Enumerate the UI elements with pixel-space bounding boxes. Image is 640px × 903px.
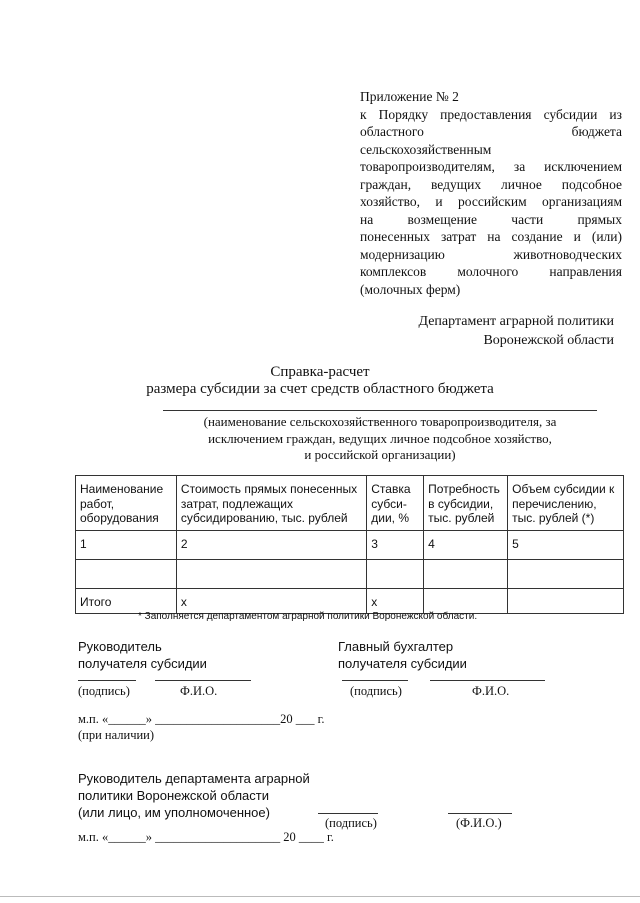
total-cell: х [176, 589, 366, 614]
header-cell: Потребность в субсидии, тыс. рублей [424, 476, 508, 531]
appendix-line: комплексов молочного направления [360, 264, 622, 279]
accountant-signature-block [338, 638, 467, 672]
department-addressee [330, 312, 614, 350]
appendix-line: хозяйство, и российским организациям [360, 194, 622, 209]
appendix-line: сельскохозяйственным [360, 141, 492, 157]
document-subtitle: размера субсидии за счет средств областного бюджета [146, 381, 494, 397]
table-cell[interactable] [508, 560, 624, 589]
stamp-date-line: м.п. «______» ____________________20 ___ г. [78, 712, 325, 726]
dept-signature-line[interactable] [318, 813, 378, 814]
dept-fio-line[interactable] [448, 813, 512, 814]
recipient-name-line [163, 410, 597, 411]
number-cell: 3 [367, 531, 424, 560]
dept-signature-label: (подпись) [325, 816, 377, 830]
appendix-line: товаропроизводителям, за исключением [360, 159, 622, 174]
table-cell[interactable] [76, 560, 177, 589]
recipient-note-line-2: исключением граждан, ведущих личное подсобное хозяйство, [208, 430, 552, 446]
head-fio-label: Ф.И.О. [180, 684, 218, 698]
table-header-row [76, 476, 624, 531]
dept-stamp-date-line: м.п. «______» ____________________ 20 ____ г. [78, 830, 334, 844]
table-cell[interactable] [176, 560, 366, 589]
appendix-line: Приложение № 2 [360, 89, 459, 104]
dept-head-line-2: политики Воронежской области [78, 788, 269, 803]
number-cell: 4 [424, 531, 508, 560]
number-cell: 5 [508, 531, 624, 560]
table-row [76, 560, 624, 589]
department-line-2: Воронежской области [483, 333, 614, 348]
accountant-fio-label: Ф.И.О. [472, 684, 510, 698]
recipient-note-line-3: и российской организации) [304, 447, 456, 462]
header-cell: Ставка субси-дии, % [367, 476, 424, 531]
appendix-line: модернизацию животноводческих [360, 246, 622, 262]
head-signature-block [78, 638, 207, 672]
accountant-fio-line[interactable] [430, 680, 545, 681]
accountant-signature-label: (подпись) [350, 684, 402, 698]
document-title: Справка-расчет [270, 364, 370, 380]
dept-head-line-1: Руководитель департамента аграрной [78, 771, 310, 786]
dept-fio-label: (Ф.И.О.) [456, 816, 502, 830]
page-bottom-divider [0, 896, 640, 897]
head-title-line-1: Руководитель [78, 639, 162, 654]
table-cell[interactable] [424, 560, 508, 589]
dept-head-block [78, 770, 310, 821]
table-number-row [76, 531, 624, 560]
appendix-line: к Порядку предоставления субсидии из [360, 106, 622, 122]
footnote: * Заполняется департаментом аграрной политики Воронежской области. [138, 611, 478, 622]
table-total-row [76, 589, 624, 614]
head-signature-label: (подпись) [78, 684, 130, 698]
stamp-note: (при наличии) [78, 728, 155, 742]
department-line-1: Департамент аграрной политики [418, 314, 614, 329]
total-cell[interactable] [424, 589, 508, 614]
recipient-note-line-1: (наименование сельскохозяйственного товаропроизводителя, за [203, 414, 557, 429]
dept-head-line-3: (или лицо, им уполномоченное) [78, 805, 270, 820]
appendix-line: на возмещение части прямых [360, 211, 622, 227]
total-cell: х [367, 589, 424, 614]
appendix-line: граждан, ведущих личное подсобное [360, 176, 622, 192]
accountant-title-line-1: Главный бухгалтер [338, 639, 454, 654]
number-cell: 1 [76, 531, 177, 560]
appendix-line: (молочных ферм) [360, 281, 461, 297]
total-cell[interactable] [508, 589, 624, 614]
head-title-line-2: получателя субсидии [78, 656, 207, 671]
number-cell: 2 [176, 531, 366, 560]
subsidy-calculation-table [75, 475, 624, 614]
header-cell: Объем субсидии к перечислению, тыс. рублей (*) [508, 476, 624, 531]
head-signature-line[interactable] [78, 680, 136, 681]
header-cell: Наименование работ, оборудования [76, 476, 177, 531]
total-label: Итого [76, 589, 177, 614]
accountant-signature-line[interactable] [342, 680, 408, 681]
accountant-title-line-2: получателя субсидии [338, 656, 467, 671]
table-cell[interactable] [367, 560, 424, 589]
appendix-line: понесенных затрат на создание и (или) [360, 229, 622, 244]
header-cell: Стоимость прямых понесенных затрат, подлежащих субсидированию, тыс. рублей [176, 476, 366, 531]
recipient-note [160, 414, 600, 464]
head-fio-line[interactable] [155, 680, 251, 681]
appendix-line: областного бюджета [360, 124, 622, 139]
appendix-header [360, 88, 622, 298]
